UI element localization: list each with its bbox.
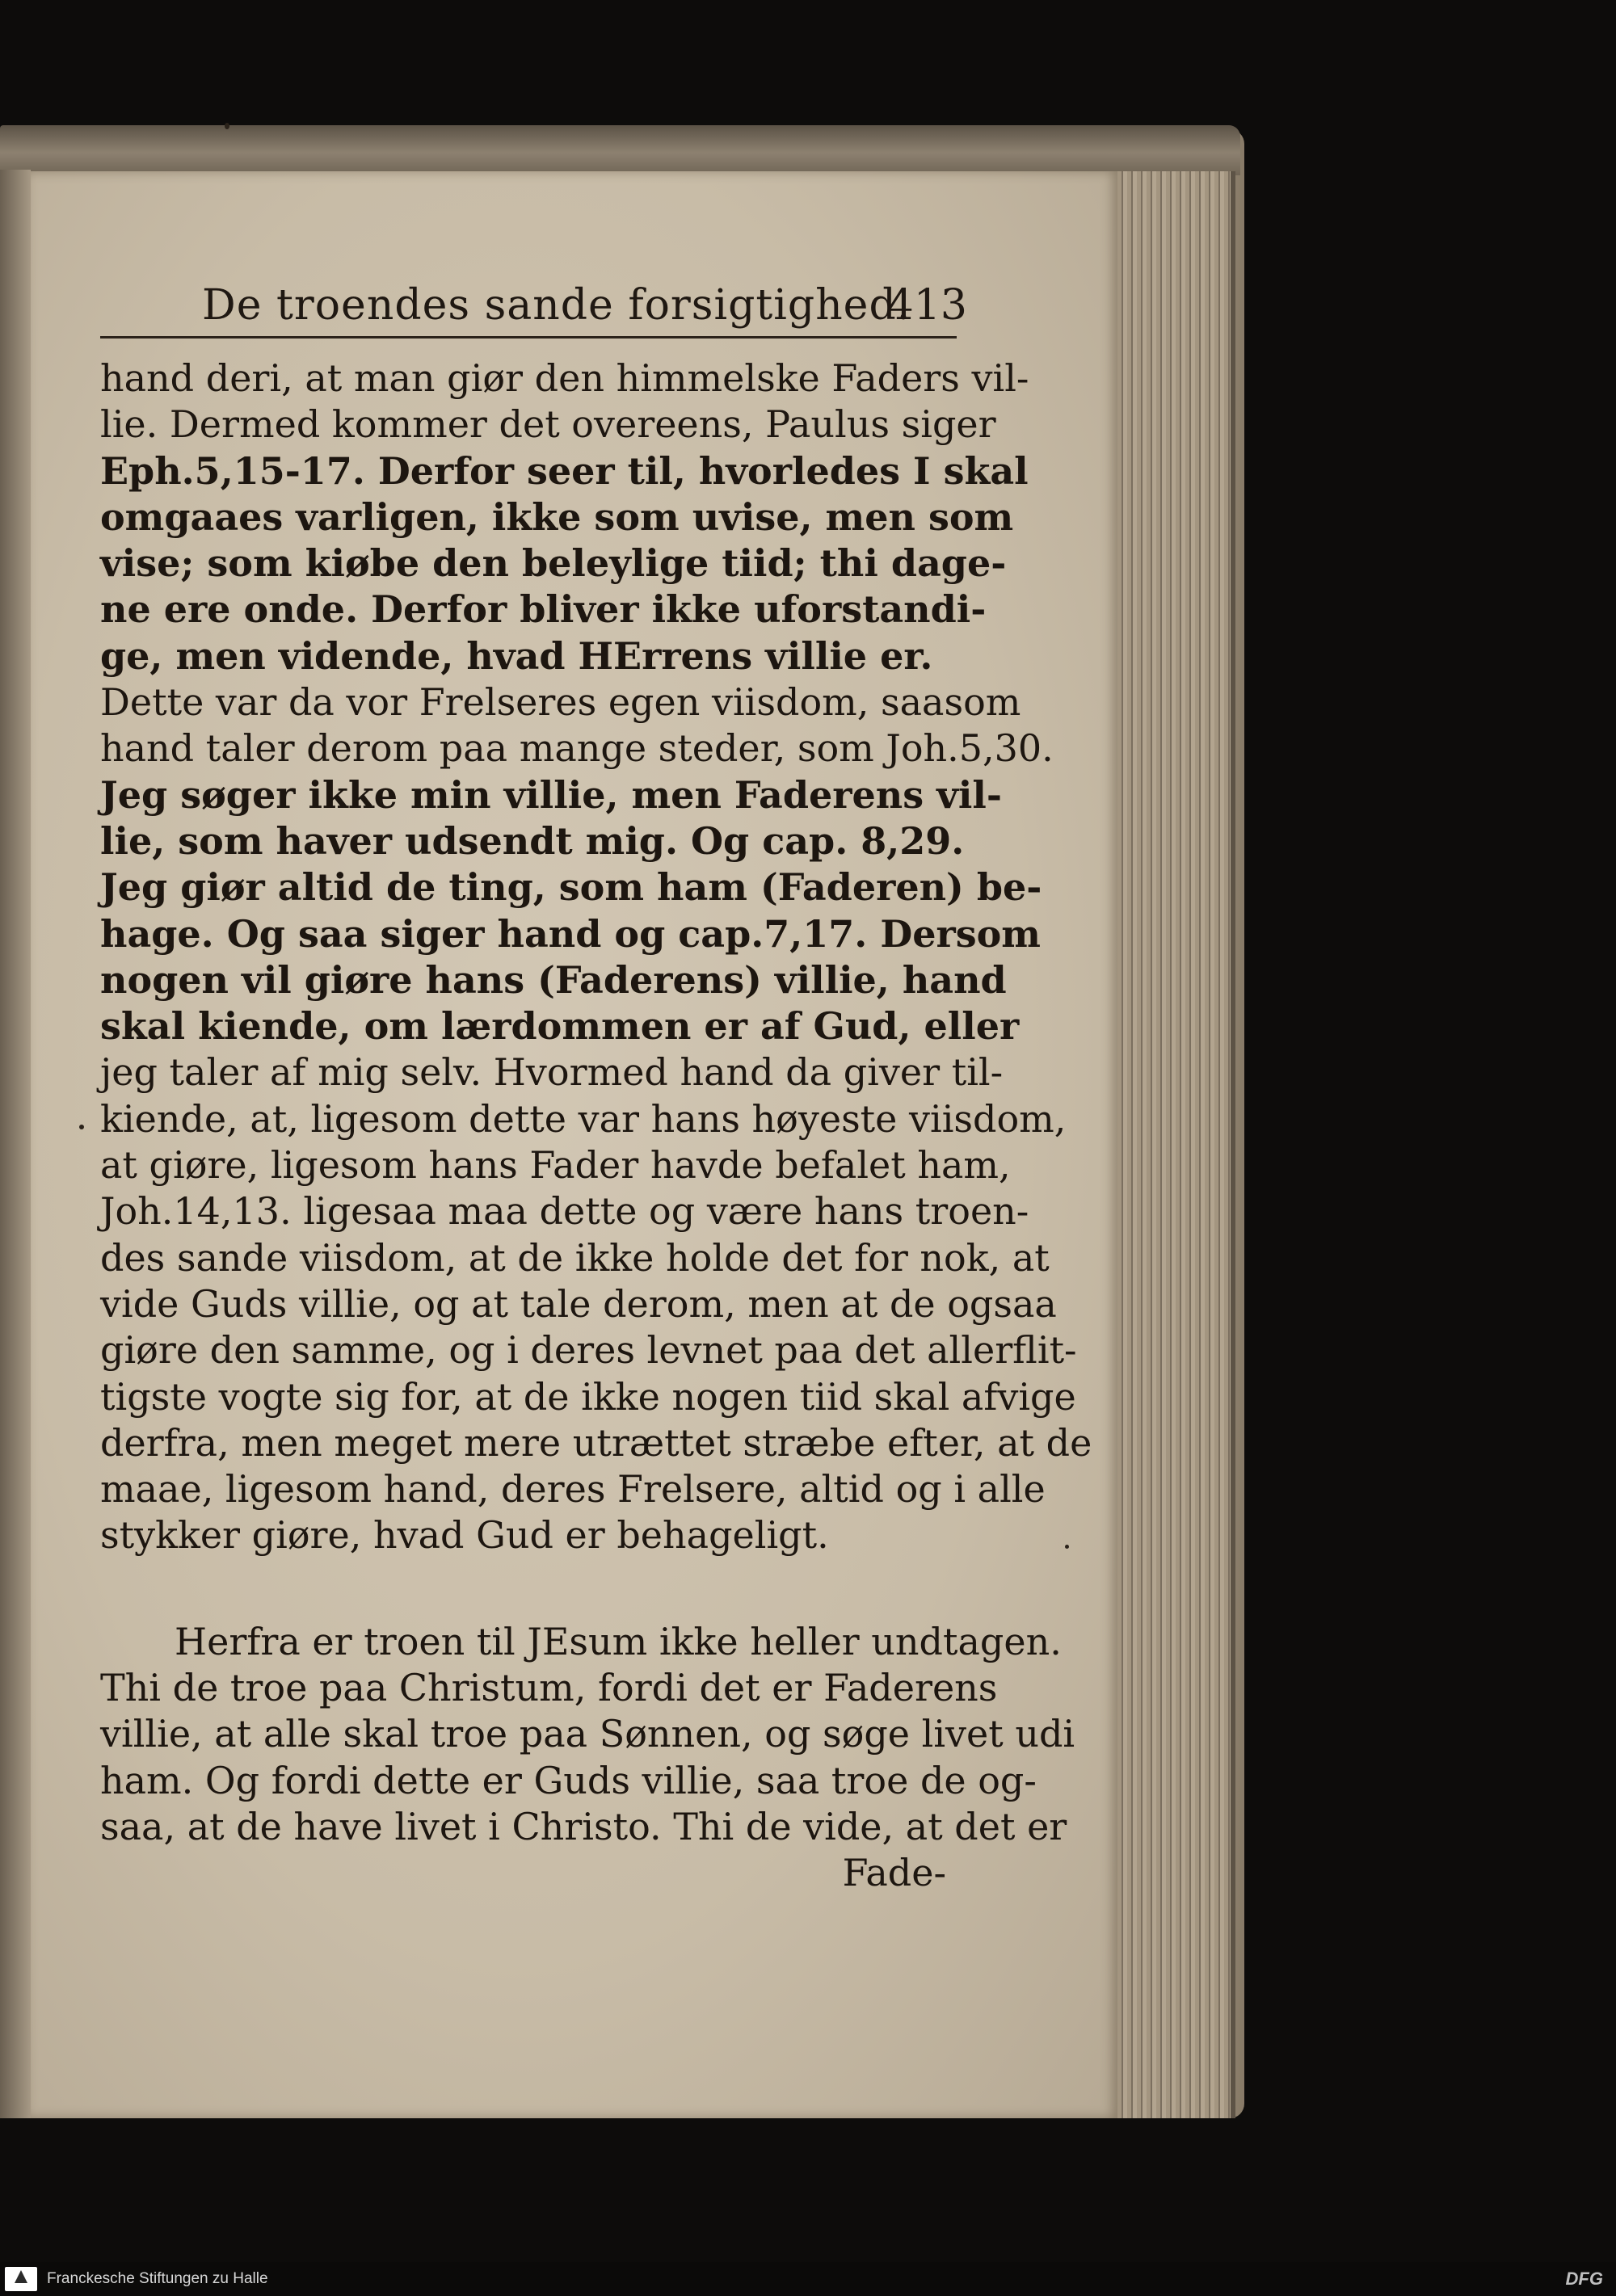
running-head [90, 281, 967, 333]
text-line: tigste vogte sig for, at de ikke nogen tiid skal afvige [100, 1374, 1076, 1419]
text-line: giøre den samme, og i deres levnet paa det allerflit- [100, 1328, 1077, 1373]
text-line: hand taler derom paa mange steder, som Joh.5,30. [100, 726, 1054, 771]
page-text [100, 355, 1092, 1897]
text-line: Thi de troe paa Christum, fordi det er Faderens [100, 1666, 998, 1710]
text-line: Joh.14,13. ligesaa maa dette og være hans troen- [100, 1189, 1029, 1234]
page-edges [1117, 171, 1235, 2118]
ink-speck [225, 123, 229, 129]
text-line: at giøre, ligesom hans Fader havde befalet ham, [100, 1143, 1011, 1188]
text-line: Herfra er troen til JEsum ikke heller undtagen. [175, 1619, 1062, 1663]
ink-speck [1065, 1545, 1069, 1549]
text-line: omgaaes varligen, ikke som uvise, men som [100, 494, 1014, 539]
text-line: lie. Dermed kommer det overeens, Paulus siger [100, 402, 996, 447]
footer-bar [0, 2262, 1616, 2296]
paragraph-gap [100, 1559, 969, 1619]
text-line: ham. Og fordi dette er Guds villie, saa troe de og- [100, 1758, 1037, 1802]
running-title: De troendes sande forsigtighed. [202, 281, 911, 330]
text-line: ge, men vidende, hvad HErrens villie er. [100, 633, 933, 678]
text-line: nogen vil giøre hans (Faderens) villie, hand [100, 957, 1007, 1002]
header-rule [100, 336, 957, 339]
text-line: stykker giøre, hvad Gud er behageligt. [100, 1513, 829, 1558]
text-line: lie, som haver udsendt mig. Og cap. 8,29. [100, 818, 965, 863]
text-line: vise; som kiøbe den beleylige tiid; thi dage- [100, 541, 1007, 586]
dfg-logo: DFG [1565, 2269, 1603, 2289]
page-number: 413 [886, 281, 967, 330]
text-line: vide Guds villie, og at tale derom, men at de ogsaa [100, 1281, 1057, 1326]
paragraph-1 [100, 355, 1092, 1559]
book-top-edge [0, 125, 1240, 175]
text-line: ne ere onde. Derfor bliver ikke uforstandi- [100, 587, 987, 632]
text-line: saa, at de have livet i Christo. Thi de vide, at det er [100, 1804, 1067, 1848]
text-line: Jeg giør altid de ting, som ham (Faderen) be- [100, 865, 1042, 910]
text-line: villie, at alle skal troe paa Sønnen, og søge livet udi [100, 1712, 1075, 1756]
paragraph-2 [100, 1619, 1075, 1850]
text-line: hand deri, at man giør den himmelske Faders vil- [100, 356, 1029, 400]
text-line: Eph.5,15-17. Derfor seer til, hvorledes I skal [100, 448, 1029, 493]
text-line: maae, ligesom hand, deres Frelsere, altid og i alle [100, 1467, 1046, 1512]
text-line: skal kiende, om lærdommen er af Gud, eller [100, 1004, 1020, 1049]
institution-name: Franckesche Stiftungen zu Halle [47, 2270, 268, 2287]
text-line: kiende, at, ligesom dette var hans høyeste viisdom, [100, 1096, 1067, 1141]
text-line: hage. Og saa siger hand og cap.7,17. Dersom [100, 911, 1041, 956]
text-line: des sande viisdom, at de ikke holde det for nok, at [100, 1235, 1050, 1280]
institution-logo-icon [5, 2267, 37, 2291]
catchword: Fade- [842, 1851, 946, 1895]
ink-speck [79, 1125, 84, 1129]
text-line: Dette var da vor Frelseres egen viisdom, saasom [100, 680, 1021, 725]
text-line: Jeg søger ikke min villie, men Faderens vil- [100, 772, 1002, 817]
text-line: derfra, men meget mere utrættet stræbe efter, at de [100, 1420, 1092, 1465]
left-page-edge [0, 170, 31, 2118]
text-line: jeg taler af mig selv. Hvormed hand da giver til- [100, 1050, 1004, 1095]
